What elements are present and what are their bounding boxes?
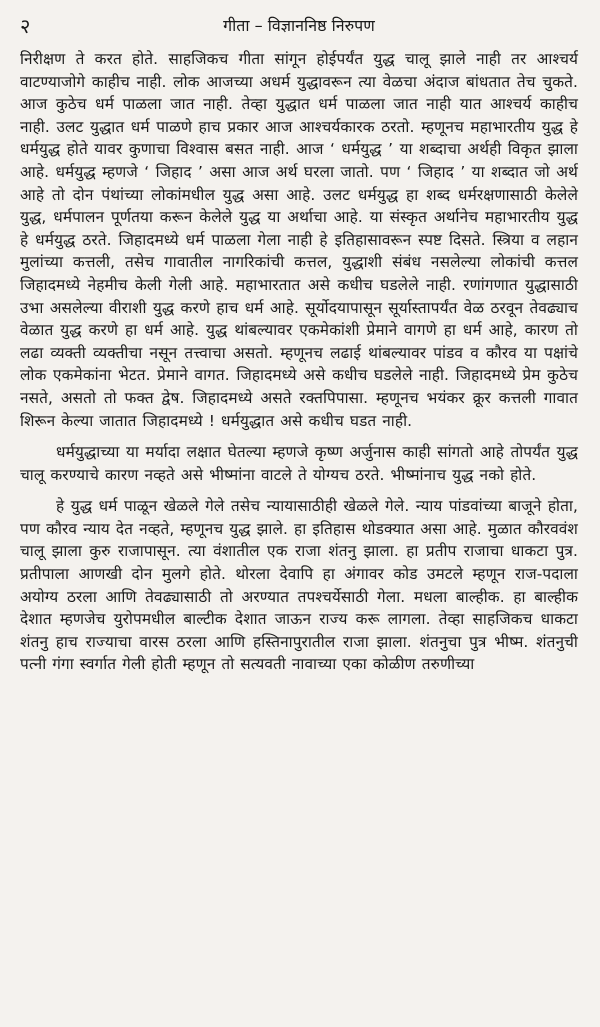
paragraph: निरीक्षण ते करत होते. साहजिकच गीता सांगून होईपर्यंत युद्ध चालू झाले नाही तर आश्चर्य वाटण्याजोगे काहीच नाही. लोक आजच्या अधर्म युद्धावरून त्या वेळचा अंदाज बांधतात तेच चुकते. आज कुठेच धर्म पाळला जात नाही. तेव्हा युद्धात धर्म पाळला जात नाही यात आश्चर्य काहीच नाही. उलट युद्धात धर्म पाळणे हाच प्रकार आज आश्चर्यकारक ठरतो. म्हणूनच महाभारतीय युद्ध हे धर्मयुद्ध होते यावर कुणाचा विश्वास बसत नाही. आज ‘ धर्मयुद्ध ’ या शब्दाचा अर्थही विकृत झाला आहे. धर्मयुद्ध म्हणजे ‘ जिहाद ’ असा आज अर्थ घरला जातो. पण ‘ जिहाद ’ या शब्दात जो अर्थ आहे तो दोन पंथांच्या लोकांमधील युद्ध असा आहे. उलट धर्मयुद्ध हा शब्द धर्मरक्षणासाठी केलेले युद्ध, धर्मपालन पूर्णतया करून केलेले युद्ध या अर्थाचा आहे. या संस्कृत अर्थानेच महाभारतीय युद्ध हे धर्मयुद्ध ठरते. जिहादमध्ये धर्म पाळला गेला नाही हे इतिहासावरून स्पष्ट दिसते. स्त्रिया व लहान मुलांच्या कत्तली, तसेच गावातील नागरिकांची कत्तल, युद्धाशी संबंध नसलेल्या लोकांची कत्तल जिहादमध्ये नेहमीच केली गेली आहे. महाभारतात असे कधीच घडलेले नाही. रणांगणात युद्धासाठी उभा असलेल्या वीराशी युद्ध करणे हाच धर्म आहे. सूर्योदयापासून सूर्यास्तापर्यंत वेळ ठरवून तेवढ्याच वेळात युद्ध करणे हा धर्म आहे. युद्ध थांबल्यावर एकमेकांशी प्रेमाने वागणे हा धर्म आहे, कारण तो लढा व्यक्ती व्यक्तीचा नसून तत्त्वाचा असतो. म्हणूनच लढाई थांबल्यावर पांडव व कौरव या पक्षांचे लोक एकमेकांना भेटत. प्रेमाने वागत. जिहादमध्ये असे कधीच घडलेले नाही. जिहादमध्ये प्रेम कुठेच नसते, असतो तो फक्त द्वेष. जिहादमध्ये असते रक्तपिपासा. म्हणूनच भयंकर क्रूर कत्तली गावात शिरून केल्या जातात जिहादमध्ये ! धर्मयुद्धात असे कधीच घडत नाही. <box>20 50 578 430</box>
body-text <box>20 48 578 676</box>
paragraph: धर्मयुद्धाच्या या मर्यादा लक्षात घेतल्या म्हणजे कृष्ण अर्जुनास काही सांगतो आहे तोपर्यंत युद्ध चालू करण्याचे कारण नव्हते असे भीष्मांना वाटले ते योग्यच ठरते. भीष्मांनाच युद्ध नको होते. <box>20 443 578 484</box>
page-header <box>20 8 578 48</box>
paragraph: हे युद्ध धर्म पाळून खेळले गेले तसेच न्यायासाठीही खेळले गेले. न्याय पांडवांच्या बाजूने होता, पण कौरव न्याय देत नव्हते, म्हणूनच युद्ध झाले. हा इतिहास थोडक्यात असा आहे. मुळात कौरववंश चालू झाला कुरु राजापासून. त्या वंशातील एक राजा शंतनु झाला. हा प्रतीप राजाचा धाकटा पुत्र. प्रतीपाला आणखी दोन मुलगे होते. थोरला देवापि हा अंगावर कोड उमटले म्हणून राज-पदाला अयोग्य ठरला आणि तेवढ्यासाठी तो अरण्यात तपश्चर्येसाठी गेला. मधला बाल्हीक. हा बाल्हीक देशात म्हणजेच युरोपमधील बाल्टीक देशात जाऊन राज्य करू लागला. तेव्हा साहजिकच धाकटा शंतनु हाच राज्याचा वारस ठरला आणि हस्तिनापुरातील राजा झाला. शंतनुचा पुत्र भीष्म. शंतनुची पत्नी गंगा स्वर्गात गेली होती म्हणून तो सत्यवती नावाच्या एका कोळीण तरुणीच्या <box>20 497 578 674</box>
running-title: गीता – विज्ञाननिष्ठ निरुपण <box>223 16 375 35</box>
page-number: २ <box>20 14 31 38</box>
